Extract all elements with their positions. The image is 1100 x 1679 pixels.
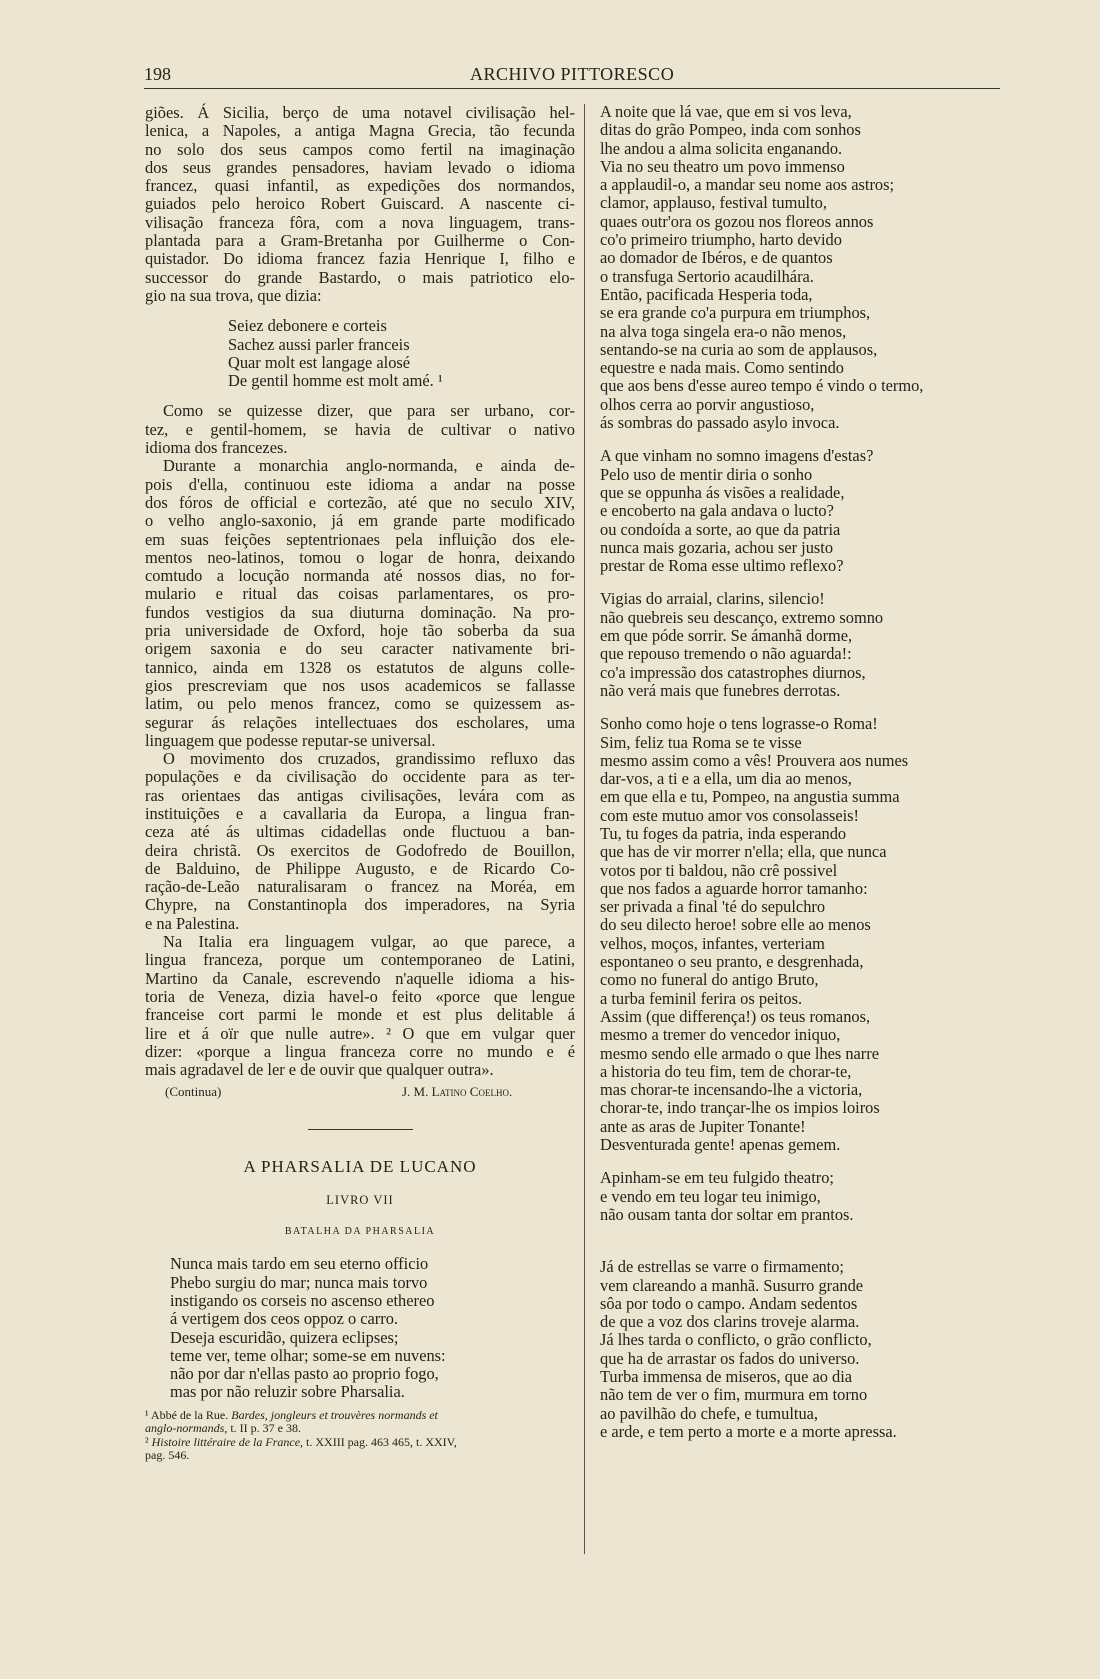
text-line: tez, e gentil-homem, se havia de cultivar o nativo	[145, 419, 575, 439]
verse-line: á vertigem dos ceos oppoz o carro.	[170, 1309, 399, 1329]
text-line: mentos neo-latinos, tomou o logar de honra, deixando	[145, 547, 575, 567]
text-line: francez, quasi infantil, as expedições dos normandos,	[145, 176, 575, 196]
verse-line: de que a voz dos clarins troveje alarma.	[600, 1312, 860, 1332]
verse-line: equestre e nada mais. Como sentindo	[600, 358, 844, 378]
verse-line: olhos cerra ao porvir angustioso,	[600, 394, 815, 414]
verse-line: na alva toga singela era-o não menos,	[600, 321, 847, 341]
verse-line: não ousam tanta dor soltar em prantos.	[600, 1204, 854, 1224]
verse-line: não verá mais que funebres derrotas.	[600, 680, 841, 700]
text-line: pria universidade de Oxford, hoje tão soberba da sua	[145, 621, 575, 641]
poem-stanza-4	[600, 715, 995, 1154]
verse-line: dar-vos, a ti e a ella, um dia ao menos,	[600, 769, 852, 789]
text-line: Como se quizesse dizer, que para ser urbano, cor-	[163, 401, 575, 421]
verse-line: sentando-se na curia ao som de applausos,	[600, 339, 878, 359]
text-line: idioma dos francezes.	[145, 438, 288, 458]
verse-line: ou condoída a sorte, ao que da patria	[600, 519, 841, 539]
verse-line: não por dar n'ellas pasto ao proprio fogo,	[170, 1364, 439, 1384]
verse-line: ser privada a final 'té do sepulchro	[600, 897, 826, 917]
verse-line: Seiez debonere e corteis	[228, 316, 387, 336]
text-line: segurar ás relações intellectuaes dos escholares, uma	[145, 712, 575, 732]
verse-line: que nos fados a aguarde horror tamanho:	[600, 878, 868, 898]
verse-line: a turba feminil ferira os peitos.	[600, 988, 803, 1008]
poem-subtitle: BATALHA DA PHARSALIA	[284, 1226, 436, 1238]
text-line: dos seus grandes pensadores, haviam levado o idioma	[145, 157, 575, 177]
text-line: gios prescreviam que nos usos academicos se fallasse	[145, 675, 575, 695]
verse-line: e arde, e tem perto a morte e a morte apressa.	[600, 1421, 897, 1441]
verse-line: Tu, tu foges da patria, inda esperando	[600, 823, 847, 843]
right-column	[600, 103, 995, 1456]
verse-line: se era grande co'a purpura em triumphos,	[600, 303, 871, 323]
poem-stanza-2	[600, 447, 995, 575]
text-line: Na Italia era linguagem vulgar, ao que parece, a	[163, 932, 575, 952]
verse-line: a applaudil-o, a mandar seu nome aos astros;	[600, 175, 895, 195]
text-line: gio na sua trova, que dizia:	[145, 285, 322, 305]
text-line: O movimento dos cruzados, grandissimo refluxo das	[163, 749, 575, 769]
verse-line: Desventurada gente! apenas gemem.	[600, 1135, 841, 1155]
verse-line: Vigias do arraial, clarins, silencio!	[600, 589, 825, 609]
footnote-1-cont: anglo-normands, t. II p. 37 e 38.	[145, 1421, 301, 1436]
footnotes	[145, 1409, 575, 1463]
verse-line: Quar molt est langage alosé	[228, 352, 411, 372]
verse-line: Phebo surgiu do mar; nunca mais torvo	[170, 1272, 428, 1292]
footnote-2: ² Histoire littéraire de la France, t. XXIII pag. 463 465, t. XXIV,	[145, 1434, 457, 1449]
verse-line: que repouso tremendo o não aguarda!:	[600, 644, 852, 664]
verse-line: votos por ti baldou, não crê possivel	[600, 860, 838, 880]
text-line: pois d'ella, continuou este idioma a andar na posse	[145, 474, 575, 494]
text-line: dizer: «porque a lingua franceza corre no mundo e é	[145, 1041, 575, 1061]
prose-paragraph-4	[145, 750, 575, 933]
verse-line: clamor, applauso, festival tumulto,	[600, 193, 827, 213]
verse-line: do seu dilecto heroe! sobre elle ao menos	[600, 915, 871, 935]
page-number: 198	[144, 64, 171, 84]
prose-paragraph-5	[145, 933, 575, 1079]
poem-book: LIVRO VII	[326, 1192, 394, 1207]
verse-line: e vendo em teu logar teu inimigo,	[600, 1186, 821, 1206]
verse-line: espontaneo o seu pranto, e desgrenhada,	[600, 952, 864, 972]
header-rule	[144, 88, 1000, 89]
continued-note: (Continua)	[165, 1084, 222, 1100]
text-line: origem saxonia e do seu caracter nativamente bri-	[145, 639, 575, 659]
text-line: ração-de-Leão naturalisaram o francez na Moréa, em	[145, 877, 575, 897]
verse-line: Apinham-se em teu fulgido theatro;	[600, 1168, 834, 1188]
article-credit	[145, 1083, 575, 1101]
left-column	[145, 104, 575, 1467]
text-line: populações e da civilisação do occidente para as ter-	[145, 767, 575, 787]
text-line: Durante a monarchia anglo-normanda, e ainda de-	[163, 456, 575, 476]
text-line: Chypre, na Constantinopla dos imperadores, na Syria	[145, 895, 575, 915]
text-line: linguagem que podesse reputar-se universal.	[145, 730, 436, 750]
verse-line: não quebreis seu descanço, extremo somno	[600, 607, 884, 627]
verse-line: Pelo uso de mentir diria o sonho	[600, 464, 813, 484]
verse-line: Então, pacificada Hesperia toda,	[600, 284, 813, 304]
verse-line: mesmo a tremer do vencedor iniquo,	[600, 1025, 841, 1045]
verse-line: mesmo assim como a vês! Prouvera aos numes	[600, 750, 909, 770]
verse-line: mesmo sendo elle armado o que lhes narre	[600, 1043, 880, 1063]
verse-line: ás sombras do passado asylo invoca.	[600, 413, 840, 433]
verse-line: chorar-te, indo trançar-lhe os impios loiros	[600, 1098, 880, 1118]
text-line: lire et á oïr que nulle autre». ² O que em vulgar quer	[145, 1023, 575, 1043]
verse-line: e encoberto na gala andava o lucto?	[600, 501, 834, 521]
poem-title: A PHARSALIA DE LUCANO	[243, 1157, 477, 1177]
verse-line: sôa por todo o campo. Andam sedentos	[600, 1293, 858, 1313]
text-line: mulario e ritual das coisas parlamentares, os pro-	[145, 584, 575, 604]
text-line: deira christã. Os exercitos de Godofredo de Bouillon,	[145, 840, 575, 860]
prose-paragraph-1	[145, 104, 575, 305]
column-divider	[584, 104, 585, 1554]
verse-line: teme ver, teme olhar; some-se em nuvens:	[170, 1345, 446, 1365]
text-line: de Balduino, de Philippe Augusto, e de Ricardo Co-	[145, 858, 575, 878]
verse-line: mas por não reluzir sobre Pharsalia.	[170, 1382, 405, 1402]
text-line: Martino da Canale, escrevendo n'aquelle idioma a his-	[145, 968, 575, 988]
verse-line: a historia do teu fim, tem de chorar-te,	[600, 1061, 852, 1081]
text-line: e na Palestina.	[145, 913, 240, 933]
verse-line: A que vinham no somno imagens d'estas?	[600, 446, 874, 466]
verse-line: em que póde sorrir. Se ámanhã dorme,	[600, 626, 853, 646]
text-line: mais agradavel de ler e de ouvir que qualquer outra».	[145, 1060, 494, 1080]
verse-line: Já lhes tarda o conflicto, o grão conflicto,	[600, 1330, 872, 1350]
text-line: lenica, a Napoles, a antiga Magna Grecia, tão fecunda	[145, 121, 575, 141]
section-separator	[308, 1129, 413, 1130]
verse-line: ante as aras de Jupiter Tonante!	[600, 1116, 806, 1136]
verse-line: co'a impressão dos catastrophes diurnos,	[600, 662, 866, 682]
text-line: tannico, ainda em 1328 os estatutos de alguns colle-	[145, 657, 575, 677]
verse-line: De gentil homme est molt amé. ¹	[228, 371, 443, 391]
prose-paragraph-2	[145, 402, 575, 457]
text-line: ceza até ás ultimas cidadellas onde fluctuou a ban-	[145, 822, 575, 842]
poem-stanza-5	[600, 1169, 995, 1224]
verse-line: Assim (que differença!) os teus romanos,	[600, 1006, 871, 1026]
poem-stanza-3	[600, 590, 995, 700]
text-line: latim, ou pelo menos francez, como se quizessem as-	[145, 694, 575, 714]
text-line: no solo dos seus campos como fertil na imaginação	[145, 139, 575, 159]
running-title: ARCHIVO PITTORESCO	[470, 64, 675, 84]
verse-line: que se oppunha ás visões a realidade,	[600, 482, 845, 502]
text-line: o velho anglo-saxonio, já em grande parte modificado	[145, 511, 575, 531]
verse-line: ao domador de Ibéros, e de quantos	[600, 248, 833, 268]
verse-line: Sachez aussi parler franceis	[228, 334, 410, 354]
text-line: fundos vestigios da sua diuturna dominação. Na pro-	[145, 602, 575, 622]
text-line: plantada para a Gram-Bretanha por Guilherme o Con-	[145, 231, 575, 251]
verse-line: Sim, feliz tua Roma se te visse	[600, 732, 802, 752]
verse-line: velhos, moços, infantes, verteriam	[600, 933, 825, 953]
verse-line: como no funeral do antigo Bruto,	[600, 970, 819, 990]
footnote-2-cont: pag. 546.	[145, 1448, 190, 1463]
poem-stanza-6	[600, 1258, 995, 1441]
verse-line: instigando os corseis no ascenso ethereo	[170, 1290, 435, 1310]
text-line: successor do grande Bastardo, o mais patriotico elo-	[145, 267, 575, 287]
poem-stanza-1	[600, 103, 995, 432]
verse-line: vem clareando a manhã. Susurro grande	[600, 1275, 864, 1295]
verse-line: em que ella e tu, Pompeo, na angustia summa	[600, 787, 900, 807]
text-line: ras orientaes das antigas civilisações, levára com as	[145, 785, 575, 805]
text-line: instituições e a cavallaria da Europa, a lingua fran-	[145, 803, 575, 823]
verse-line: que ha de arrastar os fados do universo.	[600, 1348, 860, 1368]
text-line: franceise cort parmi le monde et est plus delitable á	[145, 1005, 575, 1025]
verse-line: mas chorar-te incensando-lhe a victoria,	[600, 1080, 863, 1100]
verse-line: co'o primeiro triumpho, harto devido	[600, 230, 842, 250]
text-line: dos fóros de official e cortezão, até que no seculo XIV,	[145, 492, 575, 512]
verse-line: que has de vir morrer n'ella; ella, que nunca	[600, 842, 887, 862]
text-line: comtudo a locução normanda até nossos dias, no for-	[145, 566, 575, 586]
verse-line: Sonho como hoje o tens lograsse-o Roma!	[600, 714, 878, 734]
prose-paragraph-3	[145, 457, 575, 750]
verse-line: Via no seu theatro um povo immenso	[600, 156, 845, 176]
poem-opening-stanza	[170, 1255, 575, 1401]
verse-line: A noite que lá vae, que em si vos leva,	[600, 102, 852, 121]
text-line: lingua franceza, porque um contemporaneo de Latini,	[145, 950, 575, 970]
verse-line: lhe andou a alma solicita enganando.	[600, 138, 843, 158]
verse-line: Já de estrellas se varre o firmamento;	[600, 1257, 844, 1277]
verse-line: ao pavilhão do chefe, e tumultua,	[600, 1403, 819, 1423]
text-line: guiados pelo heroico Robert Guiscard. A nascente ci-	[145, 194, 575, 214]
page-header	[144, 64, 1000, 88]
verse-line: não tem de ver o fim, murmura em torno	[600, 1385, 868, 1405]
text-line: em suas feições septentrionaes pela influição dos ele-	[145, 529, 575, 549]
verse-line: ditas do grão Pompeo, inda com sonhos	[600, 120, 861, 140]
verse-line: Nunca mais tardo em seu eterno officio	[170, 1254, 429, 1274]
verse-line: Deseja escuridão, quizera eclipses;	[170, 1327, 399, 1347]
verse-line: quaes outr'ora os gozou nos floreos annos	[600, 211, 874, 231]
verse-line: que aos bens d'esse aureo tempo é vindo o termo,	[600, 376, 924, 396]
verse-line: o transfuga Sertorio acaudilhára.	[600, 266, 814, 286]
text-line: quistador. Do idioma francez fazia Henrique I, filho e	[145, 249, 575, 269]
author-signature: J. M. Latino Coelho.	[402, 1084, 513, 1100]
verse-line: nunca mais gozaria, achou ser justo	[600, 537, 834, 557]
verse-line: prestar de Roma esse ultimo reflexo?	[600, 556, 844, 576]
french-verse	[228, 317, 575, 390]
verse-line: com este mutuo amor vos consolasseis!	[600, 805, 860, 825]
text-line: vilisação franceza fôra, com a nova linguagem, trans-	[145, 212, 575, 232]
footnote-1: ¹ Abbé de la Rue. Bardes, jongleurs et trouvères normands et	[145, 1407, 438, 1422]
text-line: giões. Á Sicilia, berço de uma notavel civilisação hel-	[145, 103, 575, 122]
verse-line: Turba immensa de miseros, que ao dia	[600, 1367, 853, 1386]
text-line: toria de Veneza, dizia havel-o feito «porce que lengue	[145, 986, 575, 1006]
